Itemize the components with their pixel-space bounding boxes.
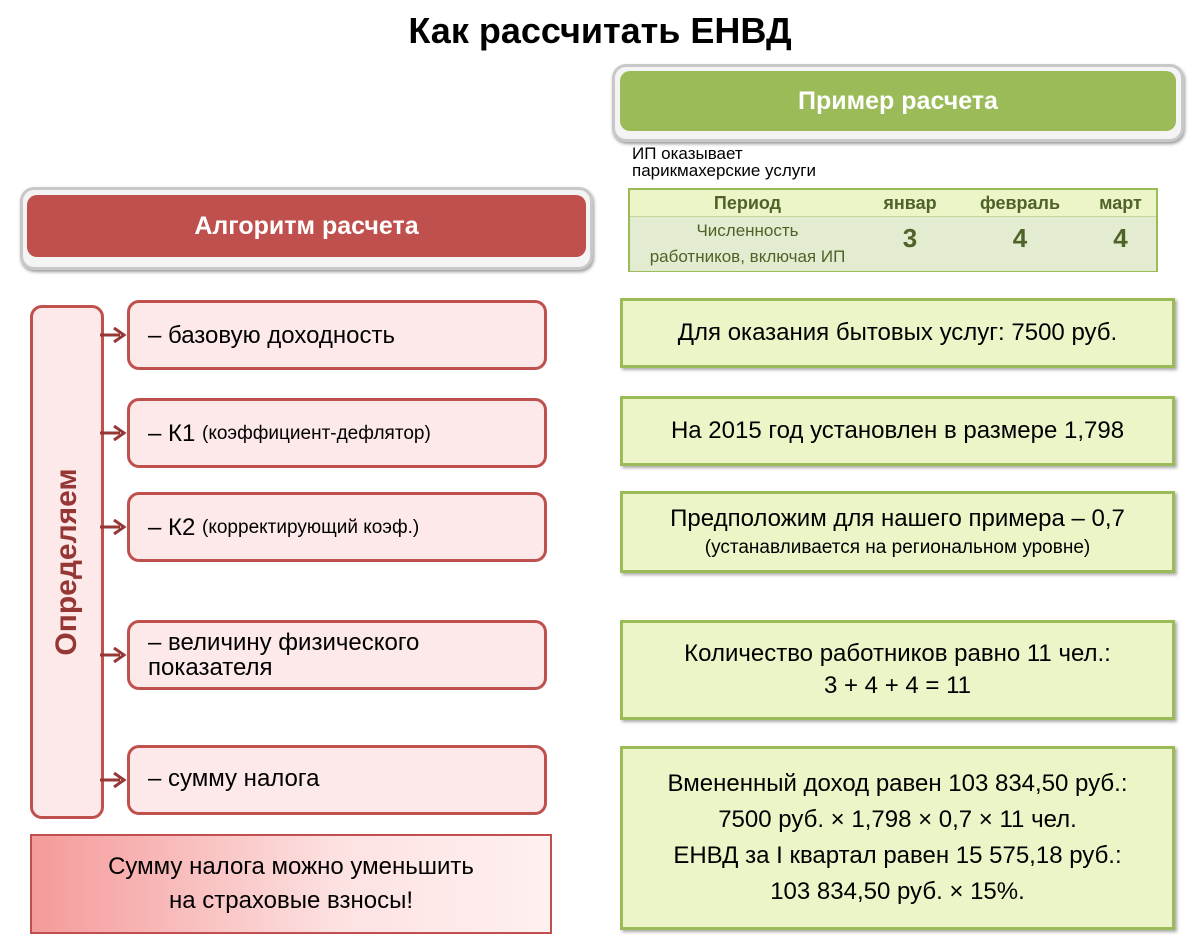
example-box — [620, 298, 1175, 368]
row-label-line: работников, включая ИП — [649, 247, 846, 266]
step-box — [127, 300, 547, 370]
step-box — [127, 620, 547, 690]
table-cell: 3 — [902, 223, 918, 253]
intro-line: парикмахерские услуги — [632, 161, 816, 180]
example-text: ЕНВД за I квартал равен 15 575,18 руб.: — [673, 842, 1122, 869]
note-line: на страховые взносы! — [168, 887, 414, 914]
example-text: Количество работников равно 11 чел.: — [684, 640, 1111, 667]
table-cell: 4 — [1012, 223, 1028, 253]
step-subtext: (коэффициент-дефлятор) — [202, 422, 431, 444]
step-box — [127, 745, 547, 815]
example-box — [620, 396, 1175, 466]
algorithm-header: Алгоритм расчета — [27, 195, 586, 257]
step-box — [127, 492, 547, 562]
step-box — [127, 398, 547, 468]
employee-table — [628, 188, 1158, 272]
example-header: Пример расчета — [620, 71, 1176, 131]
determine-bracket — [30, 305, 104, 819]
note-line: Сумму налога можно уменьшить — [108, 853, 474, 880]
example-text: 7500 руб. × 1,798 × 0,7 × 11 чел. — [718, 806, 1077, 833]
arrow-right-icon — [100, 519, 127, 535]
step-text: – сумму налога — [148, 765, 320, 792]
arrow-right-icon — [100, 647, 127, 663]
table-header: январ — [883, 192, 937, 213]
page-title: Как рассчитать ЕНВД — [408, 10, 792, 51]
step-text: – К2 — [148, 513, 196, 541]
row-label — [630, 218, 865, 270]
table-header-row — [630, 190, 1156, 217]
intro-line: ИП оказывает — [632, 144, 743, 163]
table-header: Период — [713, 192, 782, 213]
tax-reduction-note — [30, 834, 552, 934]
example-box — [620, 746, 1175, 930]
intro-text — [632, 145, 816, 179]
example-text: Предположим для нашего примера – 0,7 — [670, 505, 1125, 532]
arrow-right-icon — [100, 327, 127, 343]
example-text: 103 834,50 руб. × 15%. — [770, 878, 1025, 905]
example-subtext: (устанавливается на региональном уровне) — [704, 537, 1091, 558]
arrow-right-icon — [100, 772, 127, 788]
arrow-right-icon — [100, 425, 127, 441]
example-text: Для оказания бытовых услуг: 7500 руб. — [677, 319, 1118, 346]
table-row — [630, 217, 1156, 271]
example-box — [620, 620, 1175, 720]
example-text: 3 + 4 + 4 = 11 — [823, 672, 971, 699]
step-text: – величину физического показателя — [148, 629, 420, 681]
step-text: – базовую доходность — [148, 321, 395, 349]
example-text: Вмененный доход равен 103 834,50 руб.: — [667, 770, 1128, 797]
table-cell: 4 — [1113, 223, 1128, 253]
row-label-line: Численность — [696, 221, 799, 240]
table-header: февраль — [979, 192, 1061, 213]
table-header: март — [1099, 192, 1142, 213]
example-text: На 2015 год установлен в размере 1,798 — [670, 417, 1125, 444]
example-box — [620, 491, 1175, 573]
determine-label: Определяем — [50, 468, 83, 656]
step-subtext: (корректирующий коэф.) — [202, 516, 420, 538]
step-text: – К1 — [148, 419, 196, 447]
